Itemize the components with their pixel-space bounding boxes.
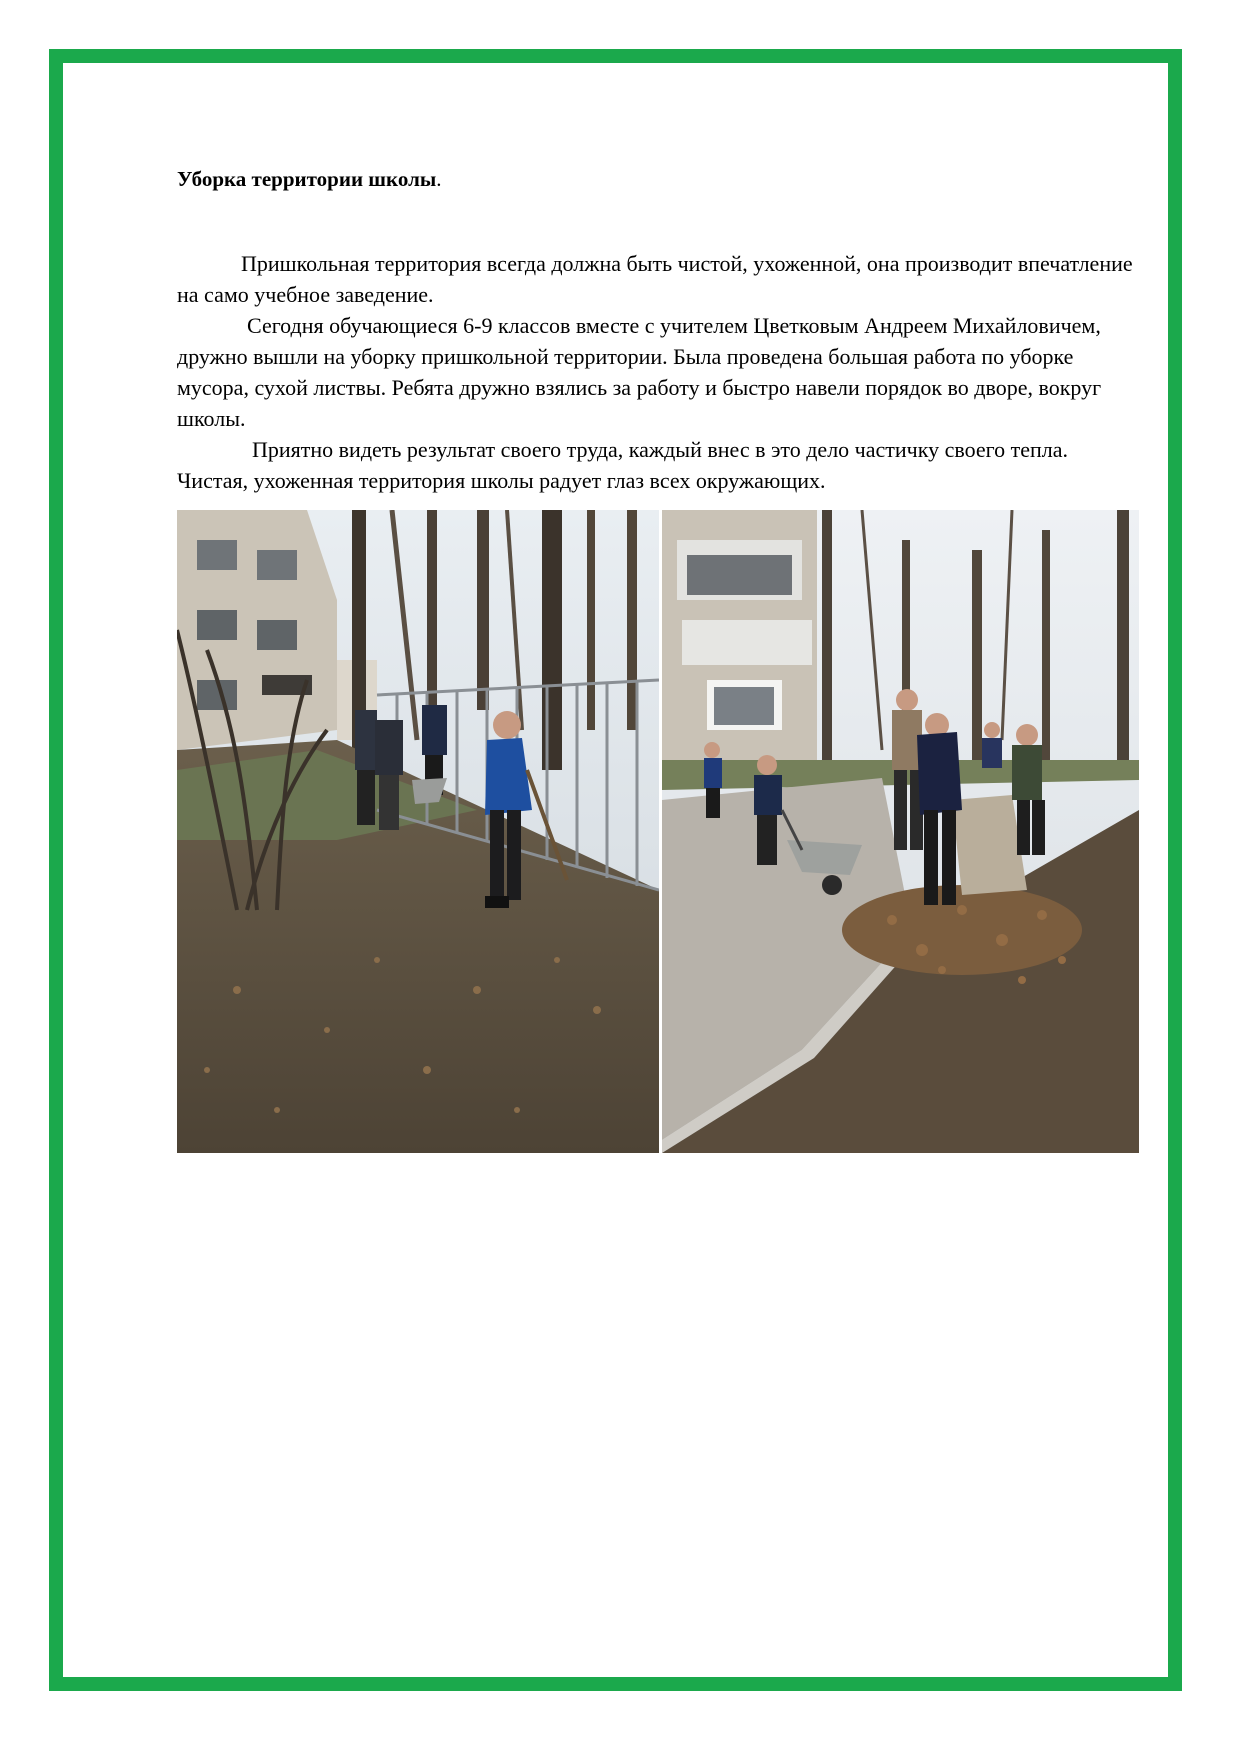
photo-left-illustration (177, 510, 659, 1153)
photo-right-illustration (662, 510, 1139, 1153)
paragraph-2: Сегодня обучающиеся 6-9 классов вместе с учителем Цветковым Андреем Михайловичем, дружно вышли на уборку пришкольной территории. Была проведена большая работа по уборке мусора, сухой листвы. Ребята дружно взялись за работу и быстро навели порядок во дворе, вокруг школы. (177, 313, 1102, 431)
page-title (177, 164, 1137, 194)
photo-students-collecting-leaves-wheelbarrow (662, 510, 1139, 1153)
photo-students-raking-by-fence (177, 510, 659, 1153)
paragraph-3: Приятно видеть результат своего труда, каждый внес в это дело частичку своего тепла. Чистая, ухоженная территория школы радует глаз всех окружающих. (177, 437, 1068, 493)
title-text: Уборка территории школы (177, 167, 437, 191)
paragraph-1: Пришкольная территория всегда должна быть чистой, ухоженной, она производит впечатление на само учебное заведение. (177, 251, 1133, 307)
photo-row (177, 510, 1139, 1153)
document-body (177, 164, 1137, 496)
title-punct: . (436, 167, 442, 191)
